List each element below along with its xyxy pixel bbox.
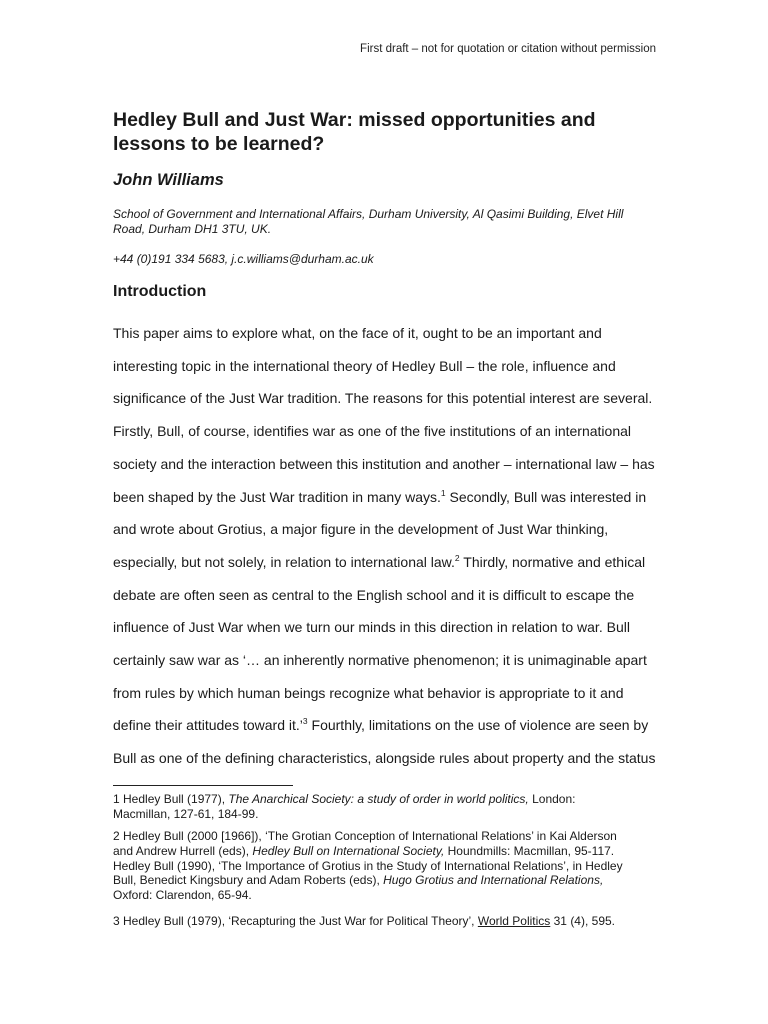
footnote-text: Hedley Bull (1990), ‘The Importance of Grotius in the Study of International Relations’, in Hedley <box>113 858 623 873</box>
section-heading-introduction: Introduction <box>113 283 207 300</box>
body-line <box>113 716 648 734</box>
body-line-text: Bull as one of the defining characteristics, alongside rules about property and the status <box>113 750 656 767</box>
footnote-separator <box>113 785 293 786</box>
body-line <box>113 618 630 636</box>
body-line-text: been shaped by the Just War tradition in many ways. <box>113 488 441 505</box>
body-line-text: Thirdly, normative and ethical <box>459 553 646 570</box>
footnote-title: Hugo Grotius and International Relations, <box>383 873 604 888</box>
body-line-text: and wrote about Grotius, a major figure in the development of Just War thinking, <box>113 521 609 538</box>
footnote <box>113 914 653 929</box>
footnote-line <box>113 807 653 822</box>
body-line <box>113 749 655 767</box>
body-line-text: Fourthly, limitations on the use of violence are seen by <box>307 717 649 734</box>
footnote-reference: 3 <box>302 716 308 727</box>
footnote-text: Macmillan, 127-61, 184-99. <box>113 806 259 821</box>
footnote-text: 31 (4), 595. <box>550 914 616 928</box>
body-line-text: influence of Just War when we turn our minds in this direction in relation to war. Bull <box>113 619 630 636</box>
body-line <box>113 488 646 506</box>
footnote-journal: World Politics <box>477 914 551 928</box>
footnote-line <box>113 844 653 859</box>
footnote-line <box>113 888 653 903</box>
footnote-reference: 2 <box>454 552 460 563</box>
footnote <box>113 792 653 822</box>
footnote-line <box>113 873 653 888</box>
body-line <box>113 324 602 342</box>
body-line-text: from rules by which human beings recognize what behavior is appropriate to it and <box>113 684 624 701</box>
body-line-text: society and the interaction between this institution and another – international law – has <box>113 455 655 472</box>
footnote-text: and Andrew Hurrell (eds), <box>113 843 253 858</box>
body-line-text: This paper aims to explore what, on the face of it, ought to be an important and <box>113 325 602 341</box>
body-line <box>113 520 608 538</box>
body-line-text: Firstly, Bull, of course, identifies war as one of the five institutions of an international <box>113 423 631 440</box>
body-line-text: debate are often seen as central to the English school and it is difficult to escape the <box>113 586 635 603</box>
footnote-reference: 1 <box>440 487 446 498</box>
footnote-text: London: <box>528 792 576 806</box>
author-contact: +44 (0)191 334 5683, j.c.williams@durham.ac.uk <box>113 252 374 266</box>
footnote-text: 2 Hedley Bull (2000 [1966]), ‘The Grotian Conception of International Relations’ in Kai Alderson <box>113 829 617 843</box>
footnote-title: The Anarchical Society: a study of order in world politics, <box>228 792 529 806</box>
footnote-text: Houndmills: Macmillan, 95-117. <box>444 843 615 858</box>
body-line-text: define their attitudes toward it.’ <box>113 717 303 734</box>
footnote-text: Oxford: Clarendon, 65-94. <box>113 888 252 903</box>
footnote-line <box>113 829 653 844</box>
footnote-line <box>113 914 653 929</box>
body-line <box>113 455 655 473</box>
body-line <box>113 553 645 571</box>
footnote <box>113 829 653 903</box>
body-line <box>113 684 624 702</box>
body-line <box>113 586 634 604</box>
body-line <box>113 422 631 440</box>
body-line-text: certainly saw war as ‘… an inherently normative phenomenon; it is unimaginable apart <box>113 652 647 668</box>
body-line <box>113 651 647 669</box>
draft-notice: First draft – not for quotation or citation without permission <box>360 43 656 55</box>
body-line <box>113 357 616 375</box>
body-line-text: interesting topic in the international theory of Hedley Bull – the role, influence and <box>113 357 616 374</box>
footnote-text: 3 Hedley Bull (1979), ‘Recapturing the Just War for Political Theory’, <box>113 914 478 928</box>
footnote-line <box>113 792 653 807</box>
author-name: John Williams <box>113 171 224 189</box>
footnote-text: Bull, Benedict Kingsbury and Adam Roberts (eds), <box>113 873 384 888</box>
body-line-text: especially, but not solely, in relation to international law. <box>113 553 455 570</box>
body-line-text: Secondly, Bull was interested in <box>445 488 647 505</box>
footnote-title: Hedley Bull on International Society, <box>252 843 445 858</box>
author-affiliation: School of Government and International Affairs, Durham University, Al Qasimi Building, Elvet Hill Road, Durham DH1 3TU, UK. <box>113 207 624 236</box>
body-line-text: significance of the Just War tradition. The reasons for this potential interest are several. <box>113 390 653 407</box>
paper-title: Hedley Bull and Just War: missed opportunities and lessons to be learned? <box>113 109 596 155</box>
body-line <box>113 389 652 407</box>
footnote-line <box>113 859 653 874</box>
footnote-text: 1 Hedley Bull (1977), <box>113 792 229 806</box>
